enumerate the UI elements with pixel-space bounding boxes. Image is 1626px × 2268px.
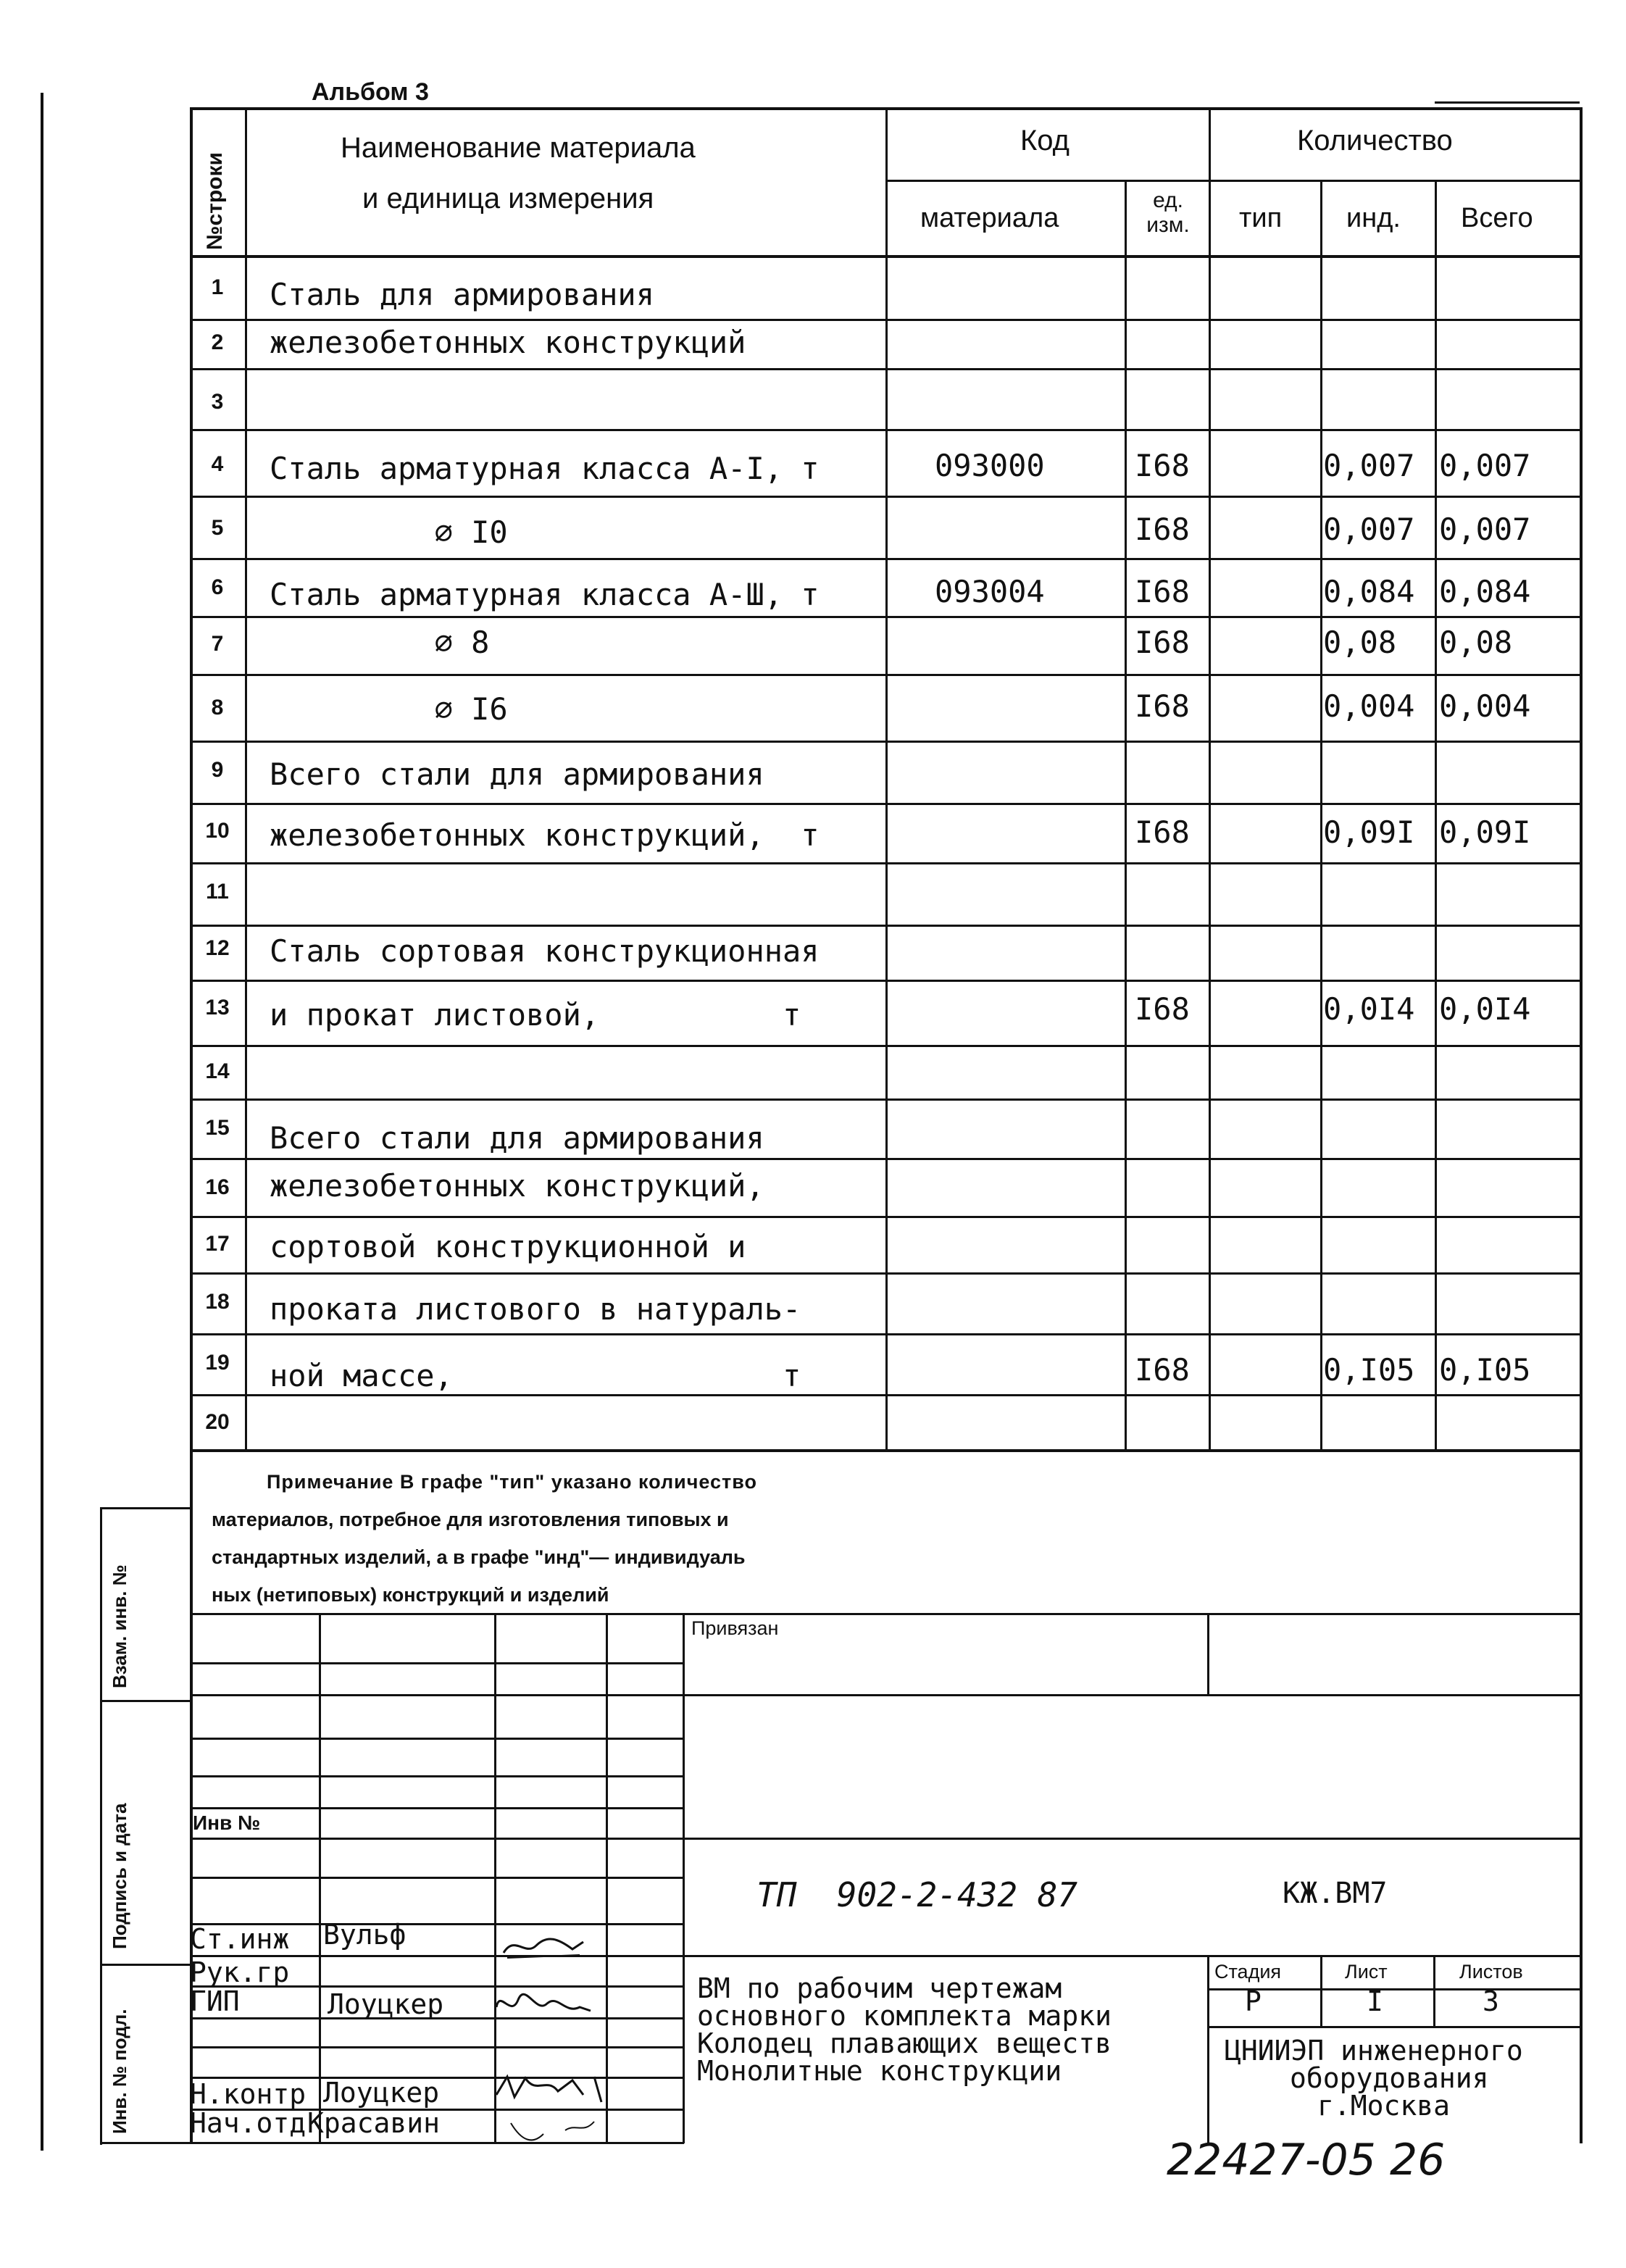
doc-code: ТП 902-2-432 87: [756, 1875, 1078, 1914]
side-strip-sep2: [100, 1964, 191, 1966]
sheets-value: 3: [1483, 1985, 1499, 2017]
row-sep: [190, 319, 1583, 321]
header-name-line2: и единица измерения: [362, 183, 654, 214]
row-name: ной массе, т: [270, 1358, 801, 1393]
row-unit: I68: [1135, 448, 1190, 483]
note-line4: ных (нетиповых) конструкций и изделий: [212, 1584, 609, 1606]
row-number: 18: [205, 1290, 230, 1314]
col-line-ind: [1435, 180, 1437, 1451]
side-strip-left: [100, 1507, 102, 2145]
row-name: Сталь сортовая конструкционная: [270, 933, 820, 969]
tb-vline: [1320, 1955, 1322, 2026]
row-number: 13: [205, 996, 230, 1020]
left-margin-line: [41, 93, 43, 2151]
side-strip-top: [100, 1507, 191, 1509]
header-row-no: №строки: [203, 152, 227, 250]
row-number: 15: [205, 1116, 230, 1140]
tb-line: [190, 1955, 1583, 1957]
row-total: 0,09I: [1439, 814, 1531, 850]
row-sep: [190, 558, 1583, 560]
person-role: Нач.отд: [190, 2107, 307, 2139]
row-ind: 0,I05: [1323, 1352, 1415, 1388]
tb-line: [1207, 1988, 1583, 1990]
person-role: Рук.гр: [190, 1956, 290, 1988]
row-name: железобетонных конструкций, т: [270, 817, 820, 853]
row-unit: I68: [1135, 1352, 1190, 1388]
row-unit: I68: [1135, 991, 1190, 1027]
row-ind: 0,09I: [1323, 814, 1415, 850]
header-qty-ind: инд.: [1346, 203, 1401, 233]
row-name: Сталь арматурная класса А-I, т: [270, 451, 820, 486]
row-name: ∅ 8: [270, 625, 490, 660]
tb-line: [190, 1662, 684, 1664]
note-line3: стандартных изделий, а в графе "инд"— индивидуаль: [212, 1546, 746, 1568]
row-unit: I68: [1135, 625, 1190, 660]
row-number: 1: [211, 275, 224, 299]
description-line3: Колодец плавающих веществ: [697, 2027, 1112, 2059]
header-quantity: Количество: [1297, 125, 1453, 157]
row-number: 14: [205, 1059, 230, 1083]
row-sep: [190, 429, 1583, 431]
tb-vline: [1207, 1955, 1209, 2143]
row-name: ∅ I0: [270, 514, 508, 550]
tb-vline: [683, 1613, 685, 2143]
tb-line: [190, 1775, 684, 1777]
row-sep: [190, 1272, 1583, 1275]
row-total: 0,084: [1439, 574, 1531, 609]
person-role: Н.контр: [190, 2078, 307, 2110]
side-label-podpis: Подпись и дата: [109, 1803, 130, 1949]
col-line-tip: [1320, 180, 1322, 1451]
tb-line: [190, 1694, 1583, 1696]
header-qty-total: Всего: [1461, 203, 1533, 233]
row-sep: [190, 925, 1583, 927]
row-ind: 0,08: [1323, 625, 1397, 660]
sheet-label: Лист: [1345, 1961, 1388, 1983]
tb-line: [190, 2046, 684, 2048]
signature-vulf: [500, 1927, 587, 1964]
person-role: Ст.инж: [190, 1923, 290, 1955]
person-name: Вульф: [323, 1919, 406, 1951]
row-sep: [190, 496, 1583, 498]
stage-label: Стадия: [1214, 1961, 1282, 1983]
table-bottom-line: [190, 1449, 1583, 1452]
tb-vline: [319, 1613, 321, 2143]
row-code: 093000: [935, 448, 1045, 483]
row-sep: [190, 674, 1583, 676]
row-name: Всего стали для армирования: [270, 756, 764, 792]
stage-value: Р: [1245, 1985, 1262, 2017]
signature-loutsker-gip: [493, 1985, 594, 2022]
row-total: 0,004: [1439, 688, 1531, 724]
person-role: ГИП: [190, 1985, 240, 2017]
row-sep: [190, 368, 1583, 370]
tb-vline: [1433, 1955, 1435, 2026]
row-sep: [190, 1158, 1583, 1160]
tb-line: [190, 2142, 684, 2144]
row-ind: 0,004: [1323, 688, 1415, 724]
description-line2: основного комплекта марки: [697, 2000, 1112, 2032]
tb-line: [190, 1807, 684, 1809]
stamp-number: 22427-05 26: [1167, 2135, 1446, 2185]
row-ind: 0,0I4: [1323, 991, 1415, 1027]
row-sep: [190, 616, 1583, 618]
row-code: 093004: [935, 574, 1045, 609]
header-name-line1: Наименование материала: [341, 132, 696, 164]
row-number: 12: [205, 936, 230, 960]
sheets-label: Листов: [1459, 1961, 1523, 1983]
side-label-vzam: Взам. инв. №: [109, 1564, 130, 1688]
col-line-name: [885, 107, 888, 1451]
row-ind: 0,007: [1323, 512, 1415, 547]
side-strip-sep1: [100, 1700, 191, 1702]
row-name: железобетонных конструкций: [270, 325, 746, 360]
row-ind: 0,007: [1323, 448, 1415, 483]
row-number: 4: [211, 452, 224, 476]
row-number: 19: [205, 1351, 230, 1375]
row-sep: [190, 803, 1583, 805]
row-number: 2: [211, 330, 224, 354]
row-number: 5: [211, 516, 224, 540]
tb-line: [1207, 2026, 1583, 2028]
tb-line: [190, 1877, 684, 1879]
row-name: сортовой конструкционной и: [270, 1229, 746, 1264]
side-strip-bottom: [100, 2142, 191, 2144]
description-line1: ВМ по рабочим чертежам: [697, 1972, 1062, 2004]
row-ind: 0,084: [1323, 574, 1415, 609]
signature-krasavin: [507, 2101, 609, 2152]
person-name: Лоуцкер: [328, 1988, 444, 2020]
row-unit: I68: [1135, 814, 1190, 850]
tb-vline: [494, 1613, 496, 2143]
row-total: 0,I05: [1439, 1352, 1531, 1388]
row-sep: [190, 1216, 1583, 1218]
row-sep: [190, 741, 1583, 743]
row-sep: [190, 1394, 1583, 1396]
side-label-inv-podl: Инв. № подл.: [109, 2009, 130, 2134]
row-sep: [190, 1045, 1583, 1047]
person-name: Красавин: [307, 2107, 441, 2139]
row-number: 20: [205, 1410, 230, 1434]
person-name: Лоуцкер: [323, 2077, 440, 2109]
signature-loutsker-nkontr: [493, 2069, 616, 2106]
row-number: 17: [205, 1232, 230, 1256]
row-sep: [190, 980, 1583, 982]
row-unit: I68: [1135, 512, 1190, 547]
row-unit: I68: [1135, 688, 1190, 724]
row-number: 6: [211, 575, 224, 599]
tb-line: [190, 1613, 1583, 1615]
tb-line: [190, 1838, 1583, 1840]
row-name: Сталь для армирования: [270, 277, 655, 312]
row-number: 11: [206, 880, 229, 904]
org-line2: оборудования: [1290, 2062, 1489, 2094]
row-name: железобетонных конструкций,: [270, 1168, 764, 1204]
top-tick-line: [1435, 101, 1580, 104]
description-line4: Монолитные конструкции: [697, 2055, 1062, 2087]
row-sep: [190, 1098, 1583, 1101]
row-unit: I68: [1135, 574, 1190, 609]
row-number: 7: [211, 632, 224, 656]
row-sep: [190, 1333, 1583, 1335]
row-number: 9: [211, 758, 224, 782]
header-code: Код: [1020, 125, 1070, 157]
row-number: 8: [211, 696, 224, 720]
row-sep: [190, 862, 1583, 864]
row-name: Всего стали для армирования: [270, 1120, 764, 1156]
tb-vline: [1207, 1613, 1209, 1694]
header-code-unit: ед. изм.: [1146, 188, 1190, 237]
inv-no-label: Инв №: [193, 1812, 261, 1834]
header-code-material: материала: [920, 203, 1059, 233]
row-total: 0,007: [1439, 448, 1531, 483]
header-mid-line: [885, 180, 1581, 182]
tb-line: [190, 1738, 684, 1740]
org-line1: ЦНИИЭП инженерного: [1225, 2035, 1523, 2067]
col-line-code: [1125, 180, 1127, 1451]
row-name: проката листового в натураль-: [270, 1291, 801, 1327]
tb-vline: [606, 1613, 608, 2143]
row-name: и прокат листовой, т: [270, 997, 801, 1033]
doc-mark: КЖ.ВМ7: [1283, 1877, 1388, 1910]
row-name: ∅ I6: [270, 691, 508, 727]
row-number: 16: [205, 1175, 230, 1199]
col-line-rownum: [245, 107, 247, 1451]
row-name: Сталь арматурная класса А-Ш, т: [270, 577, 820, 612]
col-line-unit: [1209, 107, 1211, 1451]
row-total: 0,007: [1439, 512, 1531, 547]
row-total: 0,0I4: [1439, 991, 1531, 1027]
org-line3: г.Москва: [1317, 2090, 1451, 2122]
header-qty-type: тип: [1239, 203, 1283, 233]
row-number: 10: [205, 819, 230, 843]
privyazan-label: Привязан: [691, 1617, 779, 1639]
sheet-value: I: [1367, 1985, 1383, 2017]
row-total: 0,08: [1439, 625, 1513, 660]
album-label: Альбом 3: [312, 78, 429, 106]
row-number: 3: [211, 390, 224, 414]
note-line1: Примечание В графе "тип" указано количество: [267, 1471, 757, 1493]
note-line2: материалов, потребное для изготовления типовых и: [212, 1509, 729, 1530]
